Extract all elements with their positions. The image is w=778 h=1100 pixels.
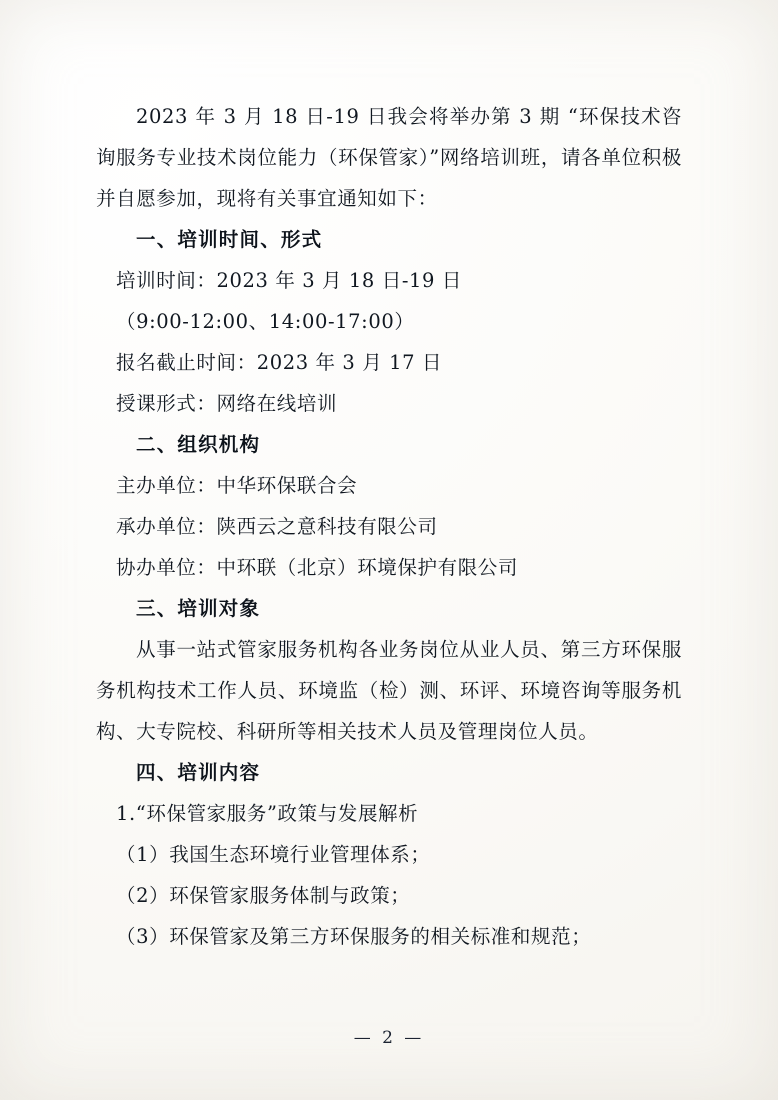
registration-deadline: 报名截止时间：2023 年 3 月 17 日	[116, 351, 443, 374]
content-item-1-1: （1）我国生态环境行业管理体系；	[116, 843, 431, 866]
training-time: 培训时间：2023 年 3 月 18 日-19 日	[116, 269, 462, 292]
document-body	[96, 96, 682, 957]
teaching-format: 授课形式：网络在线培训	[116, 392, 338, 415]
heading-section-2: 二、组织机构	[136, 433, 261, 456]
heading-section-4: 四、培训内容	[136, 761, 261, 784]
undertaker: 承办单位：陕西云之意科技有限公司	[116, 515, 438, 538]
paragraph-intro: 2023 年 3 月 18 日-19 日我会将举办第 3 期 “环保技术咨询服务专业技术岗位能力（环保管家）”网络培训班，请各单位积极并自愿参加，现将有关事宜通知如下：	[96, 105, 682, 210]
organizer: 主办单位：中华环保联合会	[116, 474, 358, 497]
content-item-1: 1.“环保管家服务”政策与发展解析	[116, 802, 419, 825]
content-item-1-2: （2）环保管家服务体制与政策；	[116, 884, 411, 907]
page-number: — 2 —	[353, 1028, 425, 1048]
heading-section-3: 三、培训对象	[136, 597, 261, 620]
content-item-1-3: （3）环保管家及第三方环保服务的相关标准和规范；	[116, 925, 592, 948]
training-audience: 从事一站式管家服务机构各业务岗位从业人员、第三方环保服务机构技术工作人员、环境监（检）测、环评、环境咨询等服务机构、大专院校、科研所等相关技术人员及管理岗位人员。	[96, 638, 682, 743]
training-hours: （9:00-12:00、14:00-17:00）	[116, 310, 415, 333]
heading-section-1: 一、培训时间、形式	[136, 228, 323, 251]
co-organizer: 协办单位：中环联（北京）环境保护有限公司	[116, 556, 519, 579]
